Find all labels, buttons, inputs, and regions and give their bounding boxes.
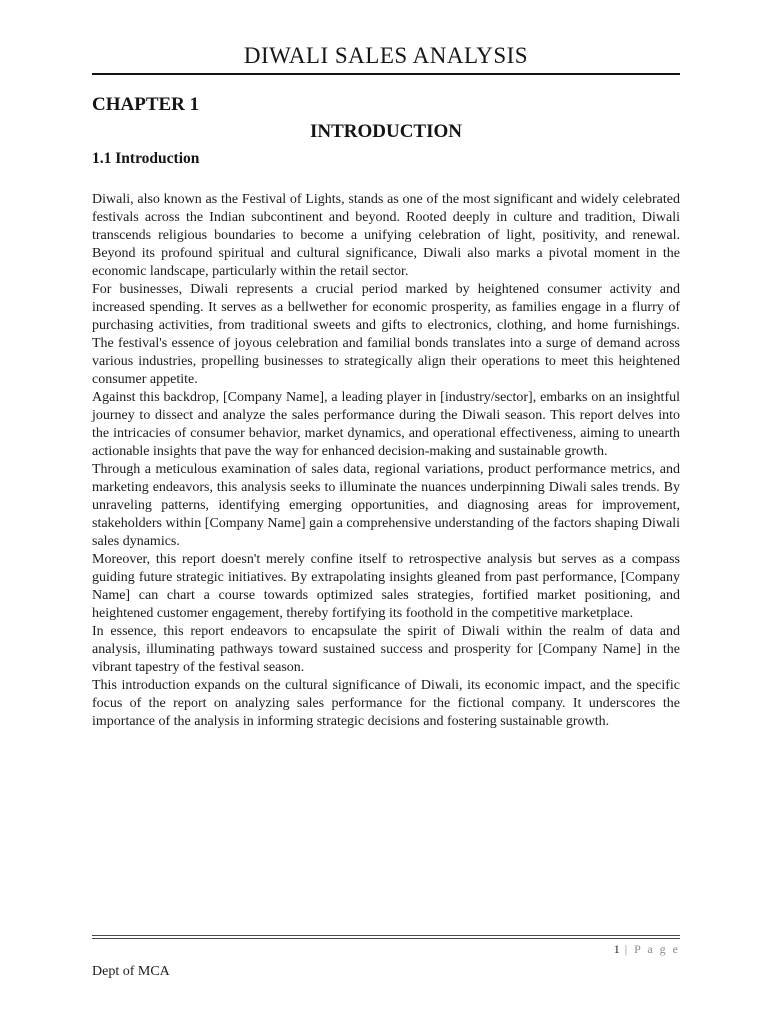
paragraph: This introduction expands on the cultural significance of Diwali, its economic impact, and the specific focus of the report on analyzing sales performance for the fictional company. It underscores the importance of the analysis in informing strategic decisions and fostering sustainable growth. [92,678,680,729]
department-label: Dept of MCA [92,964,170,979]
document-header-title: DIWALI SALES ANALYSIS [243,43,529,68]
paragraph: Diwali, also known as the Festival of Lights, stands as one of the most significant and widely celebrated festivals across the Indian subcontinent and beyond. Rooted deeply in culture and tradition, Diwali transcends religious boundaries to become a unifying celebration of light, positivity, and renewal. Beyond its profound spiritual and cultural significance, Diwali also marks a pivotal moment in the economic landscape, particularly within the retail sector. [92,192,680,279]
paragraph: Moreover, this report doesn't merely confine itself to retrospective analysis but serves as a compass guiding future strategic initiatives. By extrapolating insights gleaned from past performance, [Company Name] can chart a course towards optimized sales strategies, fortified market positioning, and heightened customer engagement, thereby fortifying its foothold in the competitive marketplace. [92,552,680,621]
body-text [92,191,680,731]
section-heading: 1.1 Introduction [92,150,200,167]
page-footer [92,935,680,980]
header-divider [92,73,680,75]
page-number-value: 1 [613,942,622,956]
paragraph: In essence, this report endeavors to encapsulate the spirit of Diwali within the realm of data and analysis, illuminating pathways toward sustained success and prosperity for [Company Name] in the vibrant tapestry of the festival season. [92,624,680,675]
footer-divider [92,935,680,939]
page-content [92,0,680,731]
chapter-title: INTRODUCTION [309,121,463,142]
page-number [92,942,680,957]
paragraph: For businesses, Diwali represents a crucial period marked by heightened consumer activity and increased spending. It serves as a bellwether for economic prosperity, as families engage in a flurry of purchasing activities, from traditional sweets and gifts to electronics, clothing, and home furnishings. The festival's essence of joyous celebration and familial bonds translates into a surge of demand across various industries, propelling businesses to strategically align their operations to meet this heightened consumer appetite. [92,282,680,387]
paragraph: Through a meticulous examination of sales data, regional variations, product performance metrics, and marketing endeavors, this analysis seeks to illuminate the nuances underpinning Diwali sales trends. By unraveling patterns, identifying emerging opportunities, and diagnosing areas for improvement, stakeholders within [Company Name] gain a comprehensive understanding of the factors shaping Diwali sales dynamics. [92,462,680,549]
paragraph: Against this backdrop, [Company Name], a leading player in [industry/sector], embarks on an insightful journey to dissect and analyze the sales performance during the Diwali season. This report delves into the intricacies of consumer behavior, market dynamics, and operational effectiveness, aiming to unearth actionable insights that pave the way for enhanced decision-making and sustainable growth. [92,390,680,459]
chapter-heading: CHAPTER 1 [92,94,200,115]
page-number-label: | P a g e [624,942,680,956]
